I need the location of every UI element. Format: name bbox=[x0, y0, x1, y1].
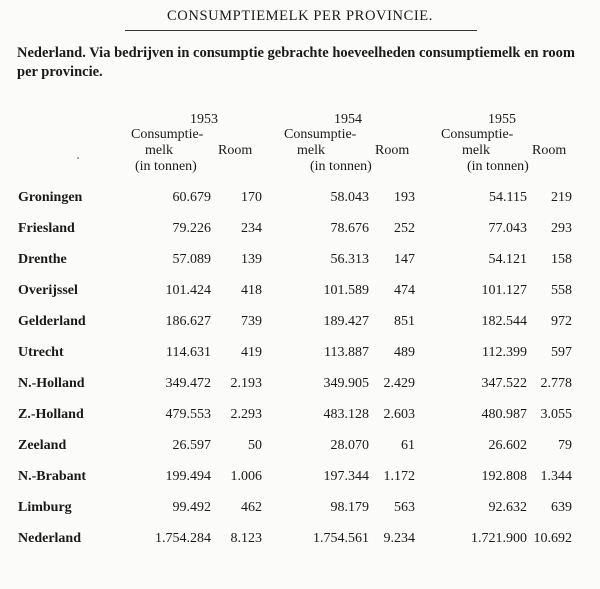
cream-value-cell: 474 bbox=[394, 283, 415, 298]
table-caption: Nederland. Via bedrijven in consumptie gebrachte hoeveelheden consumptiemelk en room per provincie. bbox=[17, 45, 575, 80]
milk-value-cell: 99.492 bbox=[172, 500, 211, 515]
row-province-label: N.-Brabant bbox=[18, 469, 87, 484]
milk-value-cell: 26.602 bbox=[488, 438, 527, 453]
cream-value-cell: 170 bbox=[241, 190, 262, 205]
milk-value-cell: 483.128 bbox=[323, 407, 369, 422]
milk-value-cell: 197.344 bbox=[323, 469, 369, 484]
cream-value-cell: 293 bbox=[551, 221, 572, 236]
cream-value-cell: 2.603 bbox=[383, 407, 415, 422]
cream-value-cell: 1.344 bbox=[540, 469, 572, 484]
milk-value-cell: 101.127 bbox=[481, 283, 527, 298]
milk-value-cell: 79.226 bbox=[172, 221, 211, 236]
cream-value-cell: 147 bbox=[394, 252, 415, 267]
cream-value-cell: 3.055 bbox=[540, 407, 572, 422]
milk-value-cell: 1.754.561 bbox=[313, 531, 369, 546]
cream-value-cell: 639 bbox=[551, 500, 572, 515]
cream-value-cell: 851 bbox=[394, 314, 415, 329]
cream-value-cell: 9.234 bbox=[383, 531, 415, 546]
unit-label: (in tonnen) bbox=[467, 159, 529, 174]
milk-column-label: Consumptie- bbox=[441, 127, 514, 142]
cream-value-cell: 219 bbox=[551, 190, 572, 205]
cream-column-label: Room bbox=[532, 143, 567, 158]
milk-column-label: Consumptie- bbox=[284, 127, 357, 142]
row-province-label: Gelderland bbox=[18, 314, 86, 329]
row-province-label: Z.-Holland bbox=[18, 407, 84, 422]
cream-value-cell: 462 bbox=[241, 500, 262, 515]
cream-value-cell: 234 bbox=[241, 221, 262, 236]
row-province-label: Groningen bbox=[18, 190, 83, 205]
row-province-label: Nederland bbox=[18, 531, 81, 546]
row-province-label: Overijssel bbox=[18, 283, 78, 298]
cream-value-cell: 418 bbox=[241, 283, 262, 298]
row-province-label: Utrecht bbox=[18, 345, 64, 360]
milk-value-cell: 112.399 bbox=[482, 345, 527, 360]
cream-value-cell: 79 bbox=[558, 438, 572, 453]
milk-value-cell: 480.987 bbox=[481, 407, 527, 422]
cream-value-cell: 972 bbox=[551, 314, 572, 329]
milk-value-cell: 60.679 bbox=[172, 190, 211, 205]
cream-value-cell: 139 bbox=[241, 252, 262, 267]
milk-value-cell: 349.472 bbox=[165, 376, 211, 391]
milk-column-label: melk bbox=[462, 143, 490, 158]
milk-value-cell: 479.553 bbox=[165, 407, 211, 422]
cream-value-cell: 2.293 bbox=[230, 407, 262, 422]
milk-value-cell: 92.632 bbox=[488, 500, 527, 515]
milk-value-cell: 98.179 bbox=[330, 500, 369, 515]
row-province-label: N.-Holland bbox=[18, 376, 85, 391]
cream-value-cell: 193 bbox=[394, 190, 415, 205]
milk-value-cell: 189.427 bbox=[323, 314, 369, 329]
milk-value-cell: 58.043 bbox=[330, 190, 369, 205]
cream-value-cell: 1.172 bbox=[383, 469, 415, 484]
page-title: CONSUMPTIEMELK PER PROVINCIE. bbox=[167, 8, 433, 24]
milk-value-cell: 114.631 bbox=[166, 345, 211, 360]
milk-value-cell: 182.544 bbox=[481, 314, 527, 329]
cream-value-cell: 252 bbox=[394, 221, 415, 236]
milk-value-cell: 347.522 bbox=[481, 376, 527, 391]
cream-value-cell: 2.193 bbox=[230, 376, 262, 391]
cream-value-cell: 597 bbox=[551, 345, 572, 360]
milk-value-cell: 77.043 bbox=[488, 221, 527, 236]
milk-value-cell: 26.597 bbox=[172, 438, 211, 453]
milk-value-cell: 54.121 bbox=[488, 252, 527, 267]
milk-column-label: Consumptie- bbox=[131, 127, 204, 142]
year-label: 1954 bbox=[334, 112, 362, 127]
milk-value-cell: 101.424 bbox=[165, 283, 211, 298]
cream-value-cell: 2.429 bbox=[383, 376, 415, 391]
milk-value-cell: 186.627 bbox=[165, 314, 211, 329]
unit-label: (in tonnen) bbox=[310, 159, 372, 174]
cream-value-cell: 558 bbox=[551, 283, 572, 298]
milk-value-cell: 57.089 bbox=[172, 252, 211, 267]
unit-label: (in tonnen) bbox=[135, 159, 197, 174]
cream-value-cell: 61 bbox=[401, 438, 415, 453]
milk-column-label: melk bbox=[145, 143, 173, 158]
cream-column-label: Room bbox=[218, 143, 253, 158]
cream-value-cell: 1.006 bbox=[230, 469, 262, 484]
milk-value-cell: 78.676 bbox=[330, 221, 369, 236]
title-rule bbox=[125, 30, 477, 31]
milk-column-label: melk bbox=[297, 143, 325, 158]
row-province-label: Friesland bbox=[18, 221, 75, 236]
milk-value-cell: 349.905 bbox=[323, 376, 369, 391]
milk-value-cell: 1.721.900 bbox=[471, 531, 527, 546]
cream-column-label: Room bbox=[375, 143, 410, 158]
cream-value-cell: 10.692 bbox=[533, 531, 572, 546]
year-label: 1955 bbox=[488, 112, 516, 127]
cream-value-cell: 8.123 bbox=[230, 531, 262, 546]
row-province-label: Drenthe bbox=[18, 252, 67, 267]
cream-value-cell: 158 bbox=[551, 252, 572, 267]
milk-value-cell: 28.070 bbox=[330, 438, 369, 453]
cream-value-cell: 419 bbox=[241, 345, 262, 360]
milk-value-cell: 54.115 bbox=[489, 190, 527, 205]
cream-value-cell: 2.778 bbox=[540, 376, 572, 391]
row-province-label: Limburg bbox=[18, 500, 72, 515]
cream-value-cell: 489 bbox=[394, 345, 415, 360]
cream-value-cell: 563 bbox=[394, 500, 415, 515]
cream-value-cell: 739 bbox=[241, 314, 262, 329]
milk-value-cell: 199.494 bbox=[165, 469, 211, 484]
cream-value-cell: 50 bbox=[248, 438, 262, 453]
milk-value-cell: 56.313 bbox=[330, 252, 369, 267]
milk-value-cell: 101.589 bbox=[323, 283, 369, 298]
ink-speck bbox=[77, 157, 79, 159]
row-province-label: Zeeland bbox=[18, 438, 67, 453]
year-label: 1953 bbox=[190, 112, 218, 127]
milk-value-cell: 192.808 bbox=[481, 469, 527, 484]
milk-value-cell: 113.887 bbox=[324, 345, 369, 360]
milk-value-cell: 1.754.284 bbox=[155, 531, 211, 546]
